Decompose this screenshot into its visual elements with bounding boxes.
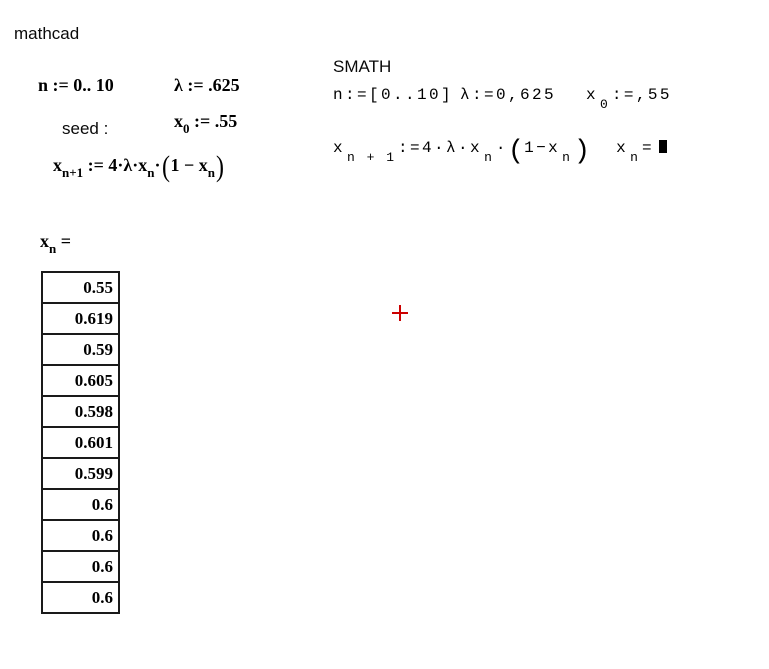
subscript-n: n: [147, 165, 155, 180]
multiply-dot: ·: [495, 139, 508, 157]
smath-result-expr[interactable]: x: [616, 139, 629, 157]
smath-line2[interactable]: $x_{n + 1}:=4\cdot\lambda\cdot x_n\cdot(1-x_n)$ $x_n=$: [333, 138, 667, 168]
mathcad-section-label: mathcad: [14, 24, 80, 43]
smath-expr-lambda[interactable]: λ:=0,625: [460, 86, 557, 104]
var-x[interactable]: x: [586, 86, 599, 104]
coefficient-term: 4·λ·x: [108, 155, 148, 175]
table-cell[interactable]: 0.598: [43, 397, 118, 428]
table-cell[interactable]: 0.6: [43, 490, 118, 521]
table-cell[interactable]: 0.605: [43, 366, 118, 397]
table-cell[interactable]: 0.601: [43, 428, 118, 459]
subscript-0: 0: [600, 97, 610, 112]
table-cell[interactable]: 0.599: [43, 459, 118, 490]
smath-expr-n-range[interactable]: n:=[0..10]: [333, 86, 454, 104]
crosshair-vertical-bar: [399, 305, 401, 321]
inner-term: 1 − x: [170, 155, 208, 175]
assign-value: :=,55: [611, 86, 672, 104]
subscript-n: n: [484, 150, 494, 165]
var-x: x: [53, 155, 62, 175]
input-placeholder-box[interactable]: [659, 140, 667, 153]
equals-sign: =: [641, 139, 654, 157]
var-x: x: [174, 111, 183, 131]
mathcad-seed-label: seed :: [62, 119, 109, 138]
table-cell[interactable]: 0.619: [43, 304, 118, 335]
table-cell[interactable]: 0.6: [91, 588, 113, 607]
table-cell[interactable]: 0.59: [43, 335, 118, 366]
subscript-n: n: [630, 150, 640, 165]
coefficient-term: 4·λ·x: [422, 139, 483, 157]
equals-sign: =: [56, 231, 71, 251]
subscript-n: n: [49, 241, 57, 256]
mathcad-expr-lambda[interactable]: λ := .625: [174, 75, 240, 95]
assign-operator: :=: [398, 139, 423, 157]
smath-cursor-crosshair: [392, 305, 408, 321]
assign-value: := .55: [189, 111, 238, 131]
smath-section-label: SMATH: [333, 57, 392, 76]
table-cell[interactable]: 0.6: [43, 552, 118, 583]
mathcad-expr-n-range[interactable]: n := 0.. 10: [38, 75, 114, 95]
mathcad-expr-recurrence[interactable]: $x_{n+1}$ := $4\cdot\lambda\cdot x_n\cdot(1 - x_n)$: [53, 150, 225, 183]
subscript-n: n: [562, 150, 572, 165]
subscript-n-plus-1: n+1: [62, 165, 84, 180]
table-cell[interactable]: 0.55: [43, 273, 118, 304]
mathcad-result-table[interactable]: [41, 271, 120, 614]
subscript-n: n: [207, 165, 216, 180]
var-x[interactable]: x: [333, 139, 346, 157]
table-cell[interactable]: 0.6: [43, 521, 118, 552]
assign-operator: :=: [83, 155, 109, 175]
multiply-dot: ·: [154, 155, 161, 175]
mathcad-expr-x0[interactable]: [174, 110, 237, 140]
mathcad-result-label[interactable]: [40, 230, 71, 260]
subscript-n-plus-1: n + 1: [347, 150, 397, 165]
subscript-0: 0: [183, 121, 190, 136]
inner-term: 1−x: [524, 139, 561, 157]
var-x: x: [40, 231, 49, 251]
smath-line1[interactable]: [333, 85, 672, 115]
